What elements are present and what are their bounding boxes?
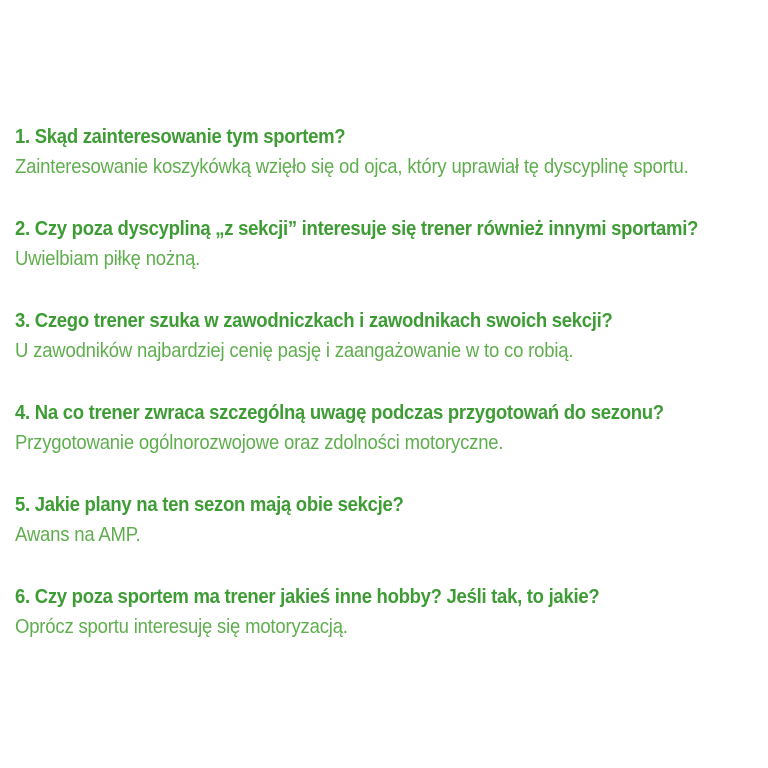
interview-page [15, 122, 755, 674]
qa-item [15, 582, 755, 642]
answer-text: U zawodników najbardziej cenię pasję i zaangażowanie w to co robią. [15, 340, 574, 362]
qa-item [15, 214, 755, 274]
question-heading: 6. Czy poza sportem ma trener jakieś inne hobby? Jeśli tak, to jakie? [15, 586, 600, 608]
answer-text: Uwielbiam piłkę nożną. [15, 248, 201, 270]
answer-text: Zainteresowanie koszykówką wzięło się od ojca, który uprawiał tę dyscyplinę sportu. [15, 156, 689, 178]
qa-item [15, 398, 755, 458]
question-heading: 2. Czy poza dyscypliną „z sekcji” interesuje się trener również innymi sportami? [15, 218, 699, 240]
qa-item [15, 490, 755, 550]
question-heading: 1. Skąd zainteresowanie tym sportem? [15, 126, 346, 148]
answer-text: Awans na AMP. [15, 524, 141, 546]
qa-item [15, 306, 755, 366]
question-heading: 3. Czego trener szuka w zawodniczkach i zawodnikach swoich sekcji? [15, 310, 613, 332]
answer-text: Przygotowanie ogólnorozwojowe oraz zdolności motoryczne. [15, 432, 504, 454]
qa-item [15, 122, 755, 182]
question-heading: 4. Na co trener zwraca szczególną uwagę podczas przygotowań do sezonu? [15, 402, 664, 424]
question-heading: 5. Jakie plany na ten sezon mają obie sekcje? [15, 494, 404, 516]
answer-text: Oprócz sportu interesuję się motoryzacją. [15, 616, 348, 638]
